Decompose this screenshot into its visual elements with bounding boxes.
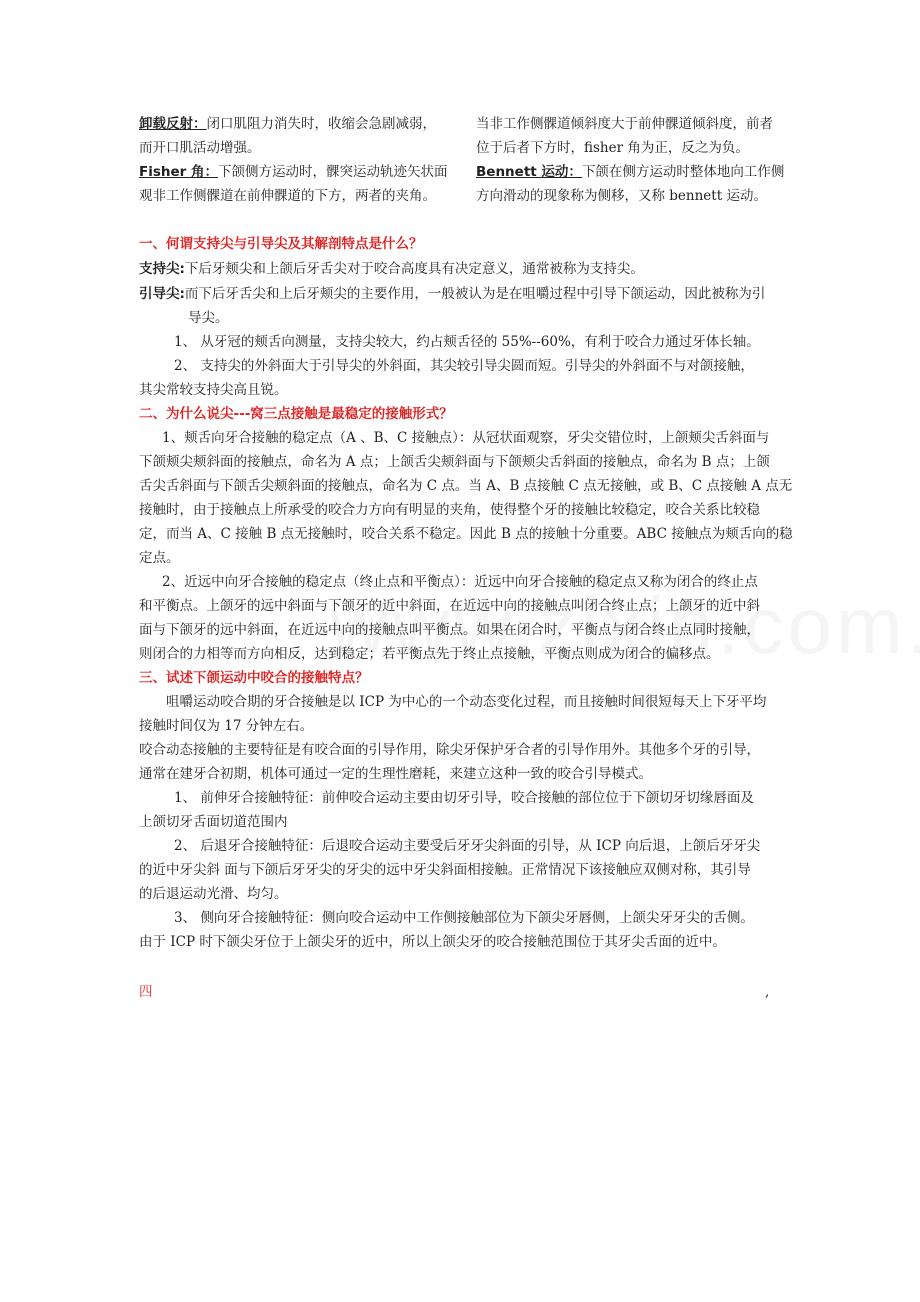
s3-para-1-line-2: 接触时间仅为 17 分钟左右。 — [139, 718, 314, 734]
def-fisher-right-2: 位于后者下方时，fisher 角为正，反之为负。 — [476, 140, 749, 156]
s1-item-1: 1、 从牙冠的颊舌向测量，支持尖较大，约占颊舌径的 55%--60%，有利于咬合力通过牙体长轴。 — [174, 334, 760, 350]
s2-para-2-line-3: 面与下颌牙的远中斜面，在近远中向的接触点叫平衡点。如果在闭合时，平衡点与闭合终止点同时接触， — [139, 622, 760, 638]
s1-support-cusp: 支持尖:下后牙颊尖和上颌后牙舌尖对于咬合高度具有决定意义，通常被称为支持尖。 — [139, 261, 644, 277]
s3-para-2-line-1: 咬合动态接触的主要特征是有咬合面的引导作用，除尖牙保护牙合者的引导作用外。其他多个牙的引导， — [139, 742, 760, 758]
s2-para-2-line-1: 2、近远中向牙合接触的稳定点（终止点和平衡点）：近远中向牙合接触的稳定点又称为闭合的终止点 — [162, 574, 758, 590]
s1-item-2-cont: 其尖常较支持尖高且锐。 — [139, 382, 288, 398]
term-fisher-angle: Fisher 角： — [139, 164, 219, 180]
s2-para-1-line-1: 1、颊舌向牙合接触的稳定点（A 、B、C 接触点）：从冠状面观察，牙尖交错位时，上颌颊尖舌斜面与 — [162, 430, 770, 446]
s2-para-1-line-5: 定，而当 A、C 接触 B 点无接触时，咬合关系不稳定。因此 B 点的接触十分重要。ABC 接触点为颊舌向的稳 — [139, 526, 793, 542]
section-4-mark: , — [765, 984, 770, 1000]
s3-item-2: 2、 后退牙合接触特征：后退咬合运动主要受后牙牙尖斜面的引导，从 ICP 向后退，上颌后牙牙尖 — [174, 838, 761, 854]
s2-para-1-line-2: 下颌颊尖颊斜面的接触点，命名为 A 点；上颌舌尖颊斜面与下颌颊尖舌斜面的接触点，命名为 B 点；上颌 — [139, 454, 770, 470]
section-2-heading: 二、为什么说尖---窝三点接触是最稳定的接触形式？ — [139, 406, 453, 422]
s1-guide-cusp-cont: 导尖。 — [188, 310, 229, 326]
term-unloading-reflex: 卸载反射： — [139, 116, 207, 132]
def-bennett: Bennett 运动：下颌在侧方运动时整体地向工作侧 — [476, 164, 785, 180]
s2-para-1-line-3: 舌尖舌斜面与下颌舌尖颊斜面的接触点，命名为 C 点。当 A、B 点接触 C 点无接触，或 B、C 点接触 A 点无 — [139, 478, 793, 494]
s3-item-1: 1、 前伸牙合接触特征：前伸咬合运动主要由切牙引导，咬合接触的部位位于下颌切牙切缘唇面及 — [174, 790, 754, 806]
s3-item-3: 3、 侧向牙合接触特征：侧向咬合运动中工作侧接触部位为下颌尖牙唇侧，上颌尖牙牙尖的舌侧。 — [174, 910, 754, 926]
term-support-cusp: 支持尖: — [139, 261, 185, 277]
s2-para-2-line-4: 则闭合的力相等而方向相反，达到稳定；若平衡点先于终止点接触，平衡点则成为闭合的偏移点。 — [139, 646, 720, 662]
section-1-heading: 一、何谓支持尖与引导尖及其解剖特点是什么？ — [139, 236, 423, 252]
s3-para-2-line-2: 通常在建牙合初期，机体可通过一定的生理性磨耗，来建立这种一致的咬合引导模式。 — [139, 766, 652, 782]
term-guide-cusp: 引导尖: — [139, 286, 185, 302]
s2-para-1-line-4: 接触时，由于接触点上所承受的咬合力方向有明显的夹角，使得整个牙的接触比较稳定，咬合关系比较稳 — [139, 502, 760, 518]
def-fisher-right-1: 当非工作侧髁道倾斜度大于前伸髁道倾斜度，前者 — [476, 116, 773, 132]
def-fisher-angle: Fisher 角：下颌侧方运动时，髁突运动轨迹矢状面 — [139, 164, 448, 180]
s2-para-1-line-6: 定点。 — [139, 550, 180, 566]
s3-item-1-cont: 上颌切牙舌面切道范围内 — [139, 814, 288, 830]
section-3-heading: 三、试述下颌运动中咬合的接触特点？ — [139, 670, 369, 686]
def-fisher-angle-cont: 观非工作侧髁道在前伸髁道的下方，两者的夹角。 — [139, 188, 436, 204]
s3-para-1-line-1: 咀嚼运动咬合期的牙合接触是以 ICP 为中心的一个动态变化过程，而且接触时间很短每天上下牙平均 — [166, 694, 767, 710]
def-bennett-cont: 方向滑动的现象称为侧移，又称 bennett 运动。 — [476, 188, 767, 204]
s3-item-2-cont-2: 的后退运动光滑、均匀。 — [139, 886, 288, 902]
def-unloading-reflex-cont: 而开口肌活动增强。 — [139, 140, 261, 156]
s3-item-3-cont: 由于 ICP 时下颌尖牙位于上颌尖牙的近中，所以上颌尖牙的咬合接触范围位于其牙尖舌面的近中。 — [139, 934, 726, 950]
section-4-heading: 四 — [139, 984, 153, 1000]
s2-para-2-line-2: 和平衡点。上颌牙的远中斜面与下颌牙的近中斜面，在近远中向的接触点叫闭合终止点；上颌牙的近中斜 — [139, 598, 760, 614]
s1-item-2: 2、 支持尖的外斜面大于引导尖的外斜面，其尖较引导尖圆而短。引导尖的外斜面不与对颌接触， — [174, 358, 754, 374]
def-unloading-reflex: 卸载反射：闭口肌阻力消失时，收缩会急剧减弱， — [139, 116, 436, 132]
term-bennett: Bennett 运动： — [476, 164, 582, 180]
s1-guide-cusp: 引导尖:而下后牙舌尖和上后牙颊尖的主要作用，一般被认为是在咀嚼过程中引导下颌运动，因此被称为引 — [139, 286, 766, 302]
s3-item-2-cont-1: 的近中牙尖斜 面与下颌后牙牙尖的牙尖的远中牙尖斜面相接触。正常情况下该接触应双侧对称，其引导 — [139, 862, 751, 878]
